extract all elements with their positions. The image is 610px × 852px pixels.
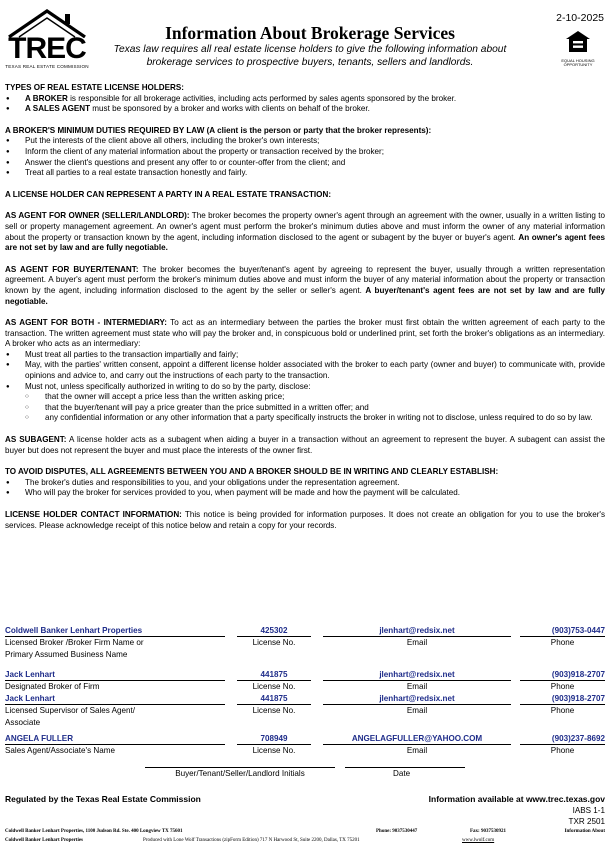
buyer-agent-fees: A buyer/tenant's agent fees are not set by law and are fully negotiable. bbox=[5, 285, 606, 306]
role-label: Sales Agent/Associate's Name bbox=[5, 746, 115, 755]
contact-label-row bbox=[5, 706, 605, 718]
types-list bbox=[5, 94, 605, 115]
page-subtitle bbox=[95, 43, 525, 69]
license-label: License No. bbox=[252, 746, 296, 755]
list-item: ● Inform the client of any material information about the property or transaction received by the broker; bbox=[5, 147, 605, 158]
license-holder-contacts bbox=[5, 626, 605, 758]
phone-label: Phone bbox=[550, 638, 575, 647]
form-identifier bbox=[569, 806, 605, 827]
list-item: ○ any confidential information or any other information that a party specifically instructs the broker in writing not to disclose, unless required to do so by law. bbox=[25, 413, 605, 424]
owner-agent-paragraph bbox=[5, 211, 605, 253]
phone-field[interactable]: (903)237-8692 bbox=[520, 734, 605, 745]
contact-row bbox=[5, 670, 605, 682]
subagent-heading: AS SUBAGENT: bbox=[5, 435, 67, 445]
list-item bbox=[5, 104, 605, 115]
intermediary-list bbox=[5, 350, 605, 392]
subtitle-line-2: brokerage services to prospective buyers, tenants, sellers and landlords. bbox=[146, 57, 474, 68]
license-number-field[interactable]: 441875 bbox=[237, 694, 311, 705]
sales-agent-field[interactable]: ANGELA FULLER bbox=[5, 734, 225, 745]
logo-subtext: TEXAS REAL ESTATE COMMISSION bbox=[5, 64, 89, 69]
list-item: ● Treat all parties to a real estate transaction honestly and fairly. bbox=[5, 168, 605, 179]
email-field[interactable]: ANGELAGFULLER@YAHOO.COM bbox=[323, 734, 511, 745]
contact-info-heading: LICENSE HOLDER CONTACT INFORMATION: bbox=[5, 510, 182, 519]
contact-row bbox=[5, 694, 605, 706]
equal-housing-logo bbox=[558, 30, 598, 68]
page-title: Information About Brokerage Services bbox=[165, 23, 455, 43]
contact-row bbox=[5, 734, 605, 746]
buyer-agent-heading: AS AGENT FOR BUYER/TENANT: bbox=[5, 264, 139, 274]
contact-info-paragraph bbox=[5, 510, 605, 531]
intermediary-text: To act as an intermediary between the parties the broker must first obtain the written agreement of each party to the transaction. The written agreement must state who will pay the broker and, in conspicuous bold or underlined print, set forth the broker's obligations as an intermediary. A broker who acts as an intermediary: bbox=[5, 318, 605, 349]
list-item: ● Answer the client's questions and present any offer to or counter-offer from the client; and bbox=[5, 158, 605, 169]
intermediary-heading: AS AGENT FOR BOTH - INTERMEDIARY: bbox=[5, 318, 167, 328]
role-label: Licensed Broker /Broker Firm Name or bbox=[5, 638, 144, 647]
fine-print-row-2 bbox=[5, 838, 605, 844]
owner-agent-fees: An owner's agent fees are not set by law and are fully negotiable. bbox=[5, 232, 605, 253]
email-label: Email bbox=[406, 638, 428, 647]
list-item: ● May, with the parties' written consent, appoint a different license holder associated with the broker to each party (owner and buyer) to communicate with, provide opinions and advice to, and carry out the instructions of each party to the transaction. bbox=[5, 360, 605, 381]
subagent-paragraph bbox=[5, 435, 605, 456]
email-field[interactable]: jlenhart@redsix.net bbox=[323, 626, 511, 637]
form-date: 2-10-2025 bbox=[556, 12, 604, 24]
disputes-heading: TO AVOID DISPUTES, ALL AGREEMENTS BETWEEN YOU AND A BROKER SHOULD BE IN WRITING AND CLEARLY ESTABLISH: bbox=[5, 467, 499, 477]
owner-agent-heading: AS AGENT FOR OWNER (SELLER/LANDLORD): bbox=[5, 211, 190, 221]
list-item: ○ that the buyer/tenant will pay a price greater than the price submitted in a written offer; and bbox=[25, 403, 605, 414]
list-item: ● Who will pay the broker for services provided to you, when payment will be made and how the payment will be calculated. bbox=[5, 488, 605, 499]
list-item: ○ that the owner will accept a price less than the written asking price; bbox=[25, 392, 605, 403]
fine-produced-with: Produced with Lone Wolf Transactions (zipForm Edition) 717 N Harwood St, Suite 2200, Dallas, TX 75201 bbox=[143, 838, 360, 843]
role-label: Associate bbox=[5, 718, 41, 727]
contact-label-row bbox=[5, 718, 605, 730]
represent-heading: A LICENSE HOLDER CAN REPRESENT A PARTY IN A REAL ESTATE TRANSACTION: bbox=[5, 189, 332, 199]
sales-agent-text: must be sponsored by a broker and works with clients on behalf of the broker. bbox=[90, 104, 370, 114]
buyer-agent-text: The broker becomes the buyer/tenant's agent by agreeing to represent the buyer, usually through a written representation agreement. A buyer's agent must perform the broker's minimum duties above and must inform the buyer of any material information about the property or transaction known by the agent, including information disclosed to the agent by the seller or seller's agent. bbox=[5, 264, 605, 295]
regulated-by: Regulated by the Texas Real Estate Commission bbox=[5, 794, 201, 804]
broker-term: A BROKER bbox=[25, 93, 68, 103]
fine-doc-name: Information About bbox=[564, 829, 605, 834]
license-number-field[interactable]: 441875 bbox=[237, 670, 311, 681]
fine-print-row-1 bbox=[5, 829, 605, 835]
email-field[interactable]: jlenhart@redsix.net bbox=[323, 694, 511, 705]
license-number-field[interactable]: 708949 bbox=[237, 734, 311, 745]
owner-agent-text: The broker becomes the property owner's agent through an agreement with the owner, usually in a written listing to sell or property management agreement. An owner's agent must perform the broker's minimum duties above and must inform the owner of any material information about the property or transaction known by the agent, including information disclosed to the agent or subagent by the buyer or buyer's agent. bbox=[5, 211, 606, 242]
subtitle-line-1: Texas law requires all real estate license holders to give the following information about bbox=[113, 44, 507, 55]
intermediary-paragraph bbox=[5, 318, 605, 350]
contact-label-row bbox=[5, 746, 605, 758]
license-label: License No. bbox=[252, 682, 296, 691]
list-item: ● Put the interests of the client above all others, including the broker's own interests; bbox=[5, 136, 605, 147]
subagent-text: A license holder acts as a subagent when aiding a buyer in a transaction without an agreement to represent the buyer. A subagent can assist the buyer but does not represent the buyer and must place the interests of the owner first. bbox=[5, 435, 605, 455]
role-label: Licensed Supervisor of Sales Agent/ bbox=[5, 706, 136, 715]
equal-housing-icon bbox=[565, 30, 591, 54]
phone-field[interactable]: (903)918-2707 bbox=[520, 670, 605, 681]
initials-label: Buyer/Tenant/Seller/Landlord Initials bbox=[175, 769, 305, 778]
license-label: License No. bbox=[252, 638, 296, 647]
date-label: Date bbox=[393, 769, 411, 778]
email-label: Email bbox=[406, 746, 428, 755]
phone-field[interactable]: (903)753-0447 bbox=[520, 626, 605, 637]
license-label: License No. bbox=[252, 706, 296, 715]
email-label: Email bbox=[406, 706, 428, 715]
types-heading: TYPES OF REAL ESTATE LICENSE HOLDERS: bbox=[5, 83, 184, 92]
duties-list bbox=[5, 136, 605, 178]
sales-agent-term: A SALES AGENT bbox=[25, 104, 91, 114]
phone-label: Phone bbox=[550, 706, 575, 715]
fine-company-name: Coldwell Banker Lenhart Properties bbox=[5, 838, 84, 843]
form-code-txr: TXR 2501 bbox=[568, 816, 605, 826]
fine-phone: Phone: 9037530447 bbox=[376, 829, 418, 834]
form-code-iabs: IABS 1-1 bbox=[572, 806, 605, 815]
contact-info-text: This notice is being provided for information purposes. It does not create an obligation for you to use the broker's services. Please acknowledge receipt of this notice below and retain a copy for your records. bbox=[5, 510, 606, 530]
supervisor-field[interactable]: Jack Lenhart bbox=[5, 694, 225, 705]
trec-logo bbox=[5, 8, 89, 69]
buyer-agent-paragraph bbox=[5, 265, 605, 307]
initials-date-field[interactable] bbox=[345, 767, 465, 778]
logo-wordmark: TREC bbox=[8, 32, 86, 65]
list-item bbox=[5, 94, 605, 105]
broker-text: is responsible for all brokerage activities, including acts performed by sales agents sponsored by the broker. bbox=[67, 93, 457, 103]
brokerage-info-body bbox=[5, 83, 605, 531]
designated-broker-field[interactable]: Jack Lenhart bbox=[5, 670, 225, 681]
role-label: Designated Broker of Firm bbox=[5, 682, 100, 691]
license-number-field[interactable]: 425302 bbox=[237, 626, 311, 637]
phone-label: Phone bbox=[550, 682, 575, 691]
fine-company-address: Coldwell Banker Lenhart Properties, 1100 Judson Rd. Ste. 400 Longview TX 75601 bbox=[5, 829, 183, 834]
info-available: Information available at www.trec.texas.gov bbox=[428, 794, 605, 804]
lone-wolf-link[interactable]: www.lwolf.com bbox=[462, 838, 495, 843]
email-label: Email bbox=[406, 682, 428, 691]
broker-firm-name-field[interactable]: Coldwell Banker Lenhart Properties bbox=[5, 626, 225, 637]
intermediary-sublist bbox=[25, 392, 605, 424]
phone-field[interactable]: (903)918-2707 bbox=[520, 694, 605, 705]
contact-label-row bbox=[5, 682, 605, 694]
contact-row bbox=[5, 626, 605, 638]
email-field[interactable]: jlenhart@redsix.net bbox=[323, 670, 511, 681]
duties-heading: A BROKER'S MINIMUM DUTIES REQUIRED BY LAW (A client is the person or party that the broker represents): bbox=[5, 125, 432, 135]
list-item: ● The broker's duties and responsibilities to you, and your obligations under the representation agreement. bbox=[5, 478, 605, 489]
list-item: ● Must treat all parties to the transaction impartially and fairly; bbox=[5, 350, 605, 361]
contact-label-row bbox=[5, 638, 605, 650]
equal-housing-caption: EQUAL HOUSING OPPORTUNITY bbox=[561, 58, 595, 68]
list-item: ● Must not, unless specifically authorized in writing to do so by the party, disclose: bbox=[5, 382, 605, 393]
initials-field[interactable] bbox=[145, 767, 335, 778]
contact-label-row bbox=[5, 650, 605, 662]
fine-fax: Fax: 9037530921 bbox=[470, 829, 506, 834]
role-label: Primary Assumed Business Name bbox=[5, 650, 128, 659]
disputes-list bbox=[5, 478, 605, 499]
phone-label: Phone bbox=[550, 746, 575, 755]
